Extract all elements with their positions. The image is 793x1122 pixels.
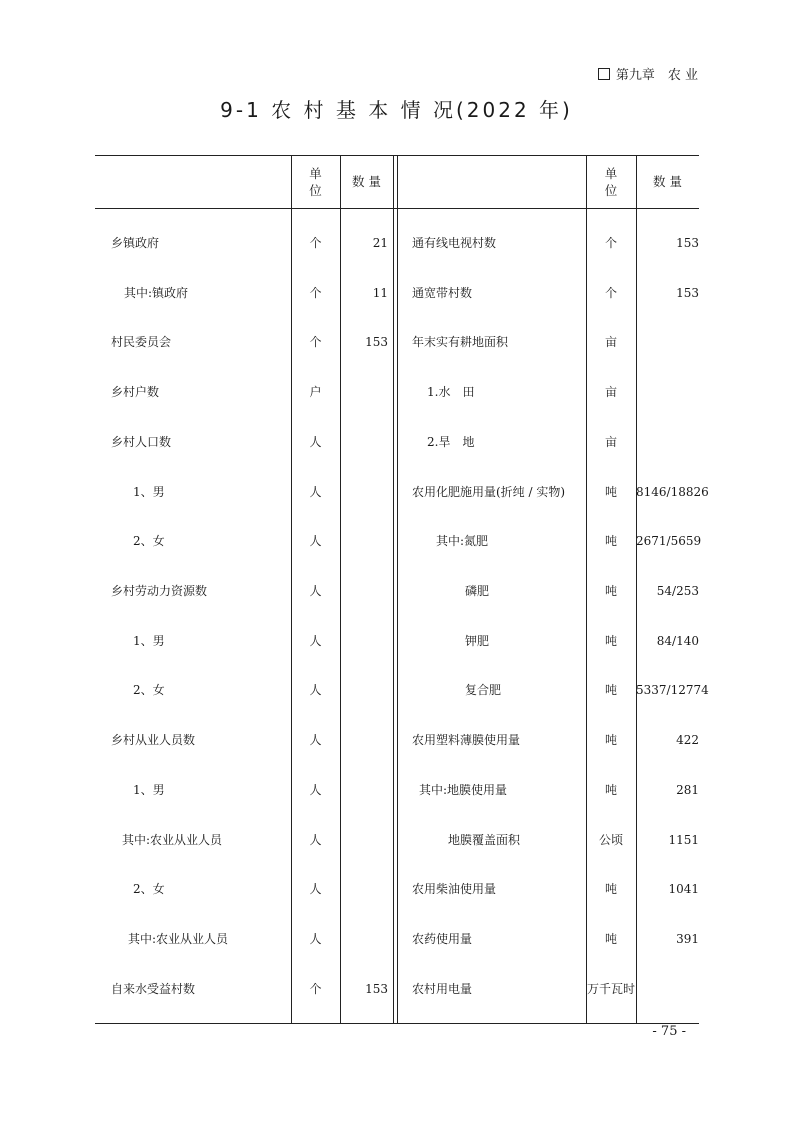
row-unit-right: 吨 bbox=[604, 485, 617, 499]
row-unit-left: 人 bbox=[309, 534, 322, 548]
row-value-right bbox=[636, 377, 699, 407]
chapter-label: 第九章 农 业 bbox=[615, 68, 698, 83]
row-value-right bbox=[636, 427, 699, 457]
header-unit-line2: 位 bbox=[309, 182, 322, 198]
row-unit-right: 个 bbox=[604, 236, 617, 250]
row-value-right bbox=[636, 327, 699, 357]
row-name-left: 其中:农业从业人员 bbox=[122, 833, 223, 847]
table-row bbox=[95, 974, 699, 1004]
table-row bbox=[95, 626, 699, 656]
row-unit-right: 个 bbox=[604, 286, 617, 300]
page-number: - 75 - bbox=[652, 1024, 686, 1039]
row-unit-left: 人 bbox=[309, 783, 322, 797]
table-row bbox=[95, 427, 699, 457]
row-value-left bbox=[340, 924, 388, 954]
header-unit-line1: 单 bbox=[604, 165, 618, 181]
row-value-left bbox=[340, 675, 388, 705]
row-name-left: 其中:农业从业人员 bbox=[128, 932, 229, 946]
row-value-right bbox=[636, 974, 699, 1004]
row-name-right: 其中:氮肥 bbox=[436, 534, 489, 548]
row-name-right: 通有线电视村数 bbox=[412, 236, 497, 250]
row-name-left: 乡村劳动力资源数 bbox=[111, 584, 208, 598]
row-name-left: 乡村人口数 bbox=[111, 435, 172, 449]
checkbox-square-icon bbox=[598, 68, 610, 80]
row-value-right: 153 bbox=[676, 236, 699, 250]
row-name-left: 1、男 bbox=[133, 783, 165, 797]
row-value-left bbox=[340, 775, 388, 805]
row-name-left: 其中:镇政府 bbox=[124, 286, 189, 300]
data-table bbox=[95, 155, 709, 1024]
row-name-right: 通宽带村数 bbox=[412, 286, 473, 300]
row-value-left: 153 bbox=[365, 335, 388, 349]
row-value-left bbox=[340, 377, 388, 407]
row-unit-left: 人 bbox=[309, 634, 322, 648]
row-unit-left: 人 bbox=[309, 485, 322, 499]
row-name-right: 地膜覆盖面积 bbox=[448, 833, 521, 847]
table-row bbox=[95, 377, 699, 407]
row-value-left: 21 bbox=[372, 236, 388, 250]
row-unit-right: 亩 bbox=[604, 335, 617, 349]
row-value-left bbox=[340, 825, 388, 855]
row-unit-right: 亩 bbox=[604, 385, 617, 399]
table-row bbox=[95, 775, 699, 805]
row-unit-right: 吨 bbox=[604, 932, 617, 946]
row-unit-right: 吨 bbox=[604, 733, 617, 747]
row-name-right: 农村用电量 bbox=[412, 982, 473, 996]
row-name-left: 村民委员会 bbox=[111, 335, 172, 349]
row-unit-right: 吨 bbox=[604, 634, 617, 648]
row-value-right: 5337/12774 bbox=[636, 683, 709, 697]
row-value-left bbox=[340, 526, 388, 556]
table-row bbox=[95, 725, 699, 755]
header-unit-right bbox=[586, 155, 636, 208]
row-name-right: 其中:地膜使用量 bbox=[419, 783, 508, 797]
row-unit-left: 人 bbox=[309, 733, 322, 747]
row-name-right: 磷肥 bbox=[465, 584, 490, 598]
row-value-right: 8146/18826 bbox=[636, 485, 709, 499]
row-unit-left: 个 bbox=[309, 982, 322, 996]
table-row bbox=[95, 327, 699, 357]
row-name-right: 农药使用量 bbox=[412, 932, 473, 946]
table-row bbox=[95, 526, 702, 556]
table-row bbox=[95, 576, 699, 606]
header-unit-line2: 位 bbox=[604, 182, 618, 198]
row-value-right: 1151 bbox=[668, 833, 699, 847]
row-value-left bbox=[340, 576, 388, 606]
table-row bbox=[95, 825, 699, 855]
row-value-left bbox=[340, 477, 388, 507]
row-value-right: 2671/5659 bbox=[636, 534, 702, 548]
row-unit-right: 公顷 bbox=[598, 833, 623, 847]
row-unit-left: 个 bbox=[309, 335, 322, 349]
row-unit-right: 吨 bbox=[604, 683, 617, 697]
row-name-right: 复合肥 bbox=[465, 683, 502, 697]
row-value-left: 153 bbox=[365, 982, 388, 996]
row-name-right: 农用塑料薄膜使用量 bbox=[412, 733, 521, 747]
header-unit-left bbox=[291, 155, 340, 208]
row-name-left: 2、女 bbox=[133, 882, 165, 896]
row-value-left: 11 bbox=[372, 286, 388, 300]
row-value-right: 391 bbox=[676, 932, 699, 946]
row-unit-left: 人 bbox=[309, 833, 322, 847]
row-unit-left: 人 bbox=[309, 882, 322, 896]
row-unit-left: 人 bbox=[309, 932, 322, 946]
row-value-left bbox=[340, 427, 388, 457]
row-unit-right: 吨 bbox=[604, 584, 617, 598]
row-name-right: 农用化肥施用量(折纯 / 实物) bbox=[412, 485, 566, 499]
row-unit-left: 户 bbox=[309, 385, 322, 399]
table-row bbox=[95, 874, 699, 904]
row-unit-left: 人 bbox=[309, 584, 322, 598]
row-name-right: 1.水 田 bbox=[427, 385, 475, 399]
row-unit-right: 吨 bbox=[604, 882, 617, 896]
row-value-left bbox=[340, 626, 388, 656]
row-value-right: 54/253 bbox=[656, 584, 699, 598]
table-row bbox=[95, 675, 709, 705]
row-name-right: 年末实有耕地面积 bbox=[412, 335, 509, 349]
row-name-left: 乡村户数 bbox=[111, 385, 160, 399]
row-name-right: 钾肥 bbox=[465, 634, 490, 648]
row-name-left: 乡村从业人员数 bbox=[111, 733, 196, 747]
header-unit-line1: 单 bbox=[309, 165, 322, 181]
row-unit-left: 人 bbox=[309, 683, 322, 697]
row-value-right: 281 bbox=[676, 783, 699, 797]
row-value-right: 422 bbox=[676, 733, 699, 747]
table-row bbox=[95, 924, 699, 954]
row-name-right: 农用柴油使用量 bbox=[412, 882, 497, 896]
row-unit-right: 吨 bbox=[604, 534, 617, 548]
row-name-left: 自来水受益村数 bbox=[111, 982, 196, 996]
row-value-right: 153 bbox=[676, 286, 699, 300]
table-row bbox=[95, 228, 699, 258]
header-quantity-left: 数 量 bbox=[352, 174, 381, 189]
row-unit-left: 个 bbox=[309, 236, 322, 250]
row-name-left: 乡镇政府 bbox=[111, 236, 160, 250]
header-quantity-right: 数 量 bbox=[653, 174, 682, 189]
table-row bbox=[95, 477, 709, 507]
row-value-left bbox=[340, 874, 388, 904]
row-unit-left: 人 bbox=[309, 435, 322, 449]
row-name-left: 1、男 bbox=[133, 485, 165, 499]
page-title: 9-1 农 村 基 本 情 况(2022 年) bbox=[220, 98, 573, 122]
row-unit-left: 个 bbox=[309, 286, 322, 300]
row-name-left: 2、女 bbox=[133, 683, 165, 697]
row-unit-right: 万千瓦时 bbox=[586, 982, 635, 996]
row-value-right: 1041 bbox=[668, 882, 699, 896]
row-unit-right: 吨 bbox=[604, 783, 617, 797]
row-name-right: 2.旱 地 bbox=[427, 435, 475, 449]
row-name-left: 1、男 bbox=[133, 634, 165, 648]
row-name-left: 2、女 bbox=[133, 534, 165, 548]
row-unit-right: 亩 bbox=[604, 435, 617, 449]
row-value-left bbox=[340, 725, 388, 755]
table-row bbox=[95, 278, 699, 308]
row-value-right: 84/140 bbox=[656, 634, 699, 648]
chapter-header bbox=[598, 64, 698, 83]
